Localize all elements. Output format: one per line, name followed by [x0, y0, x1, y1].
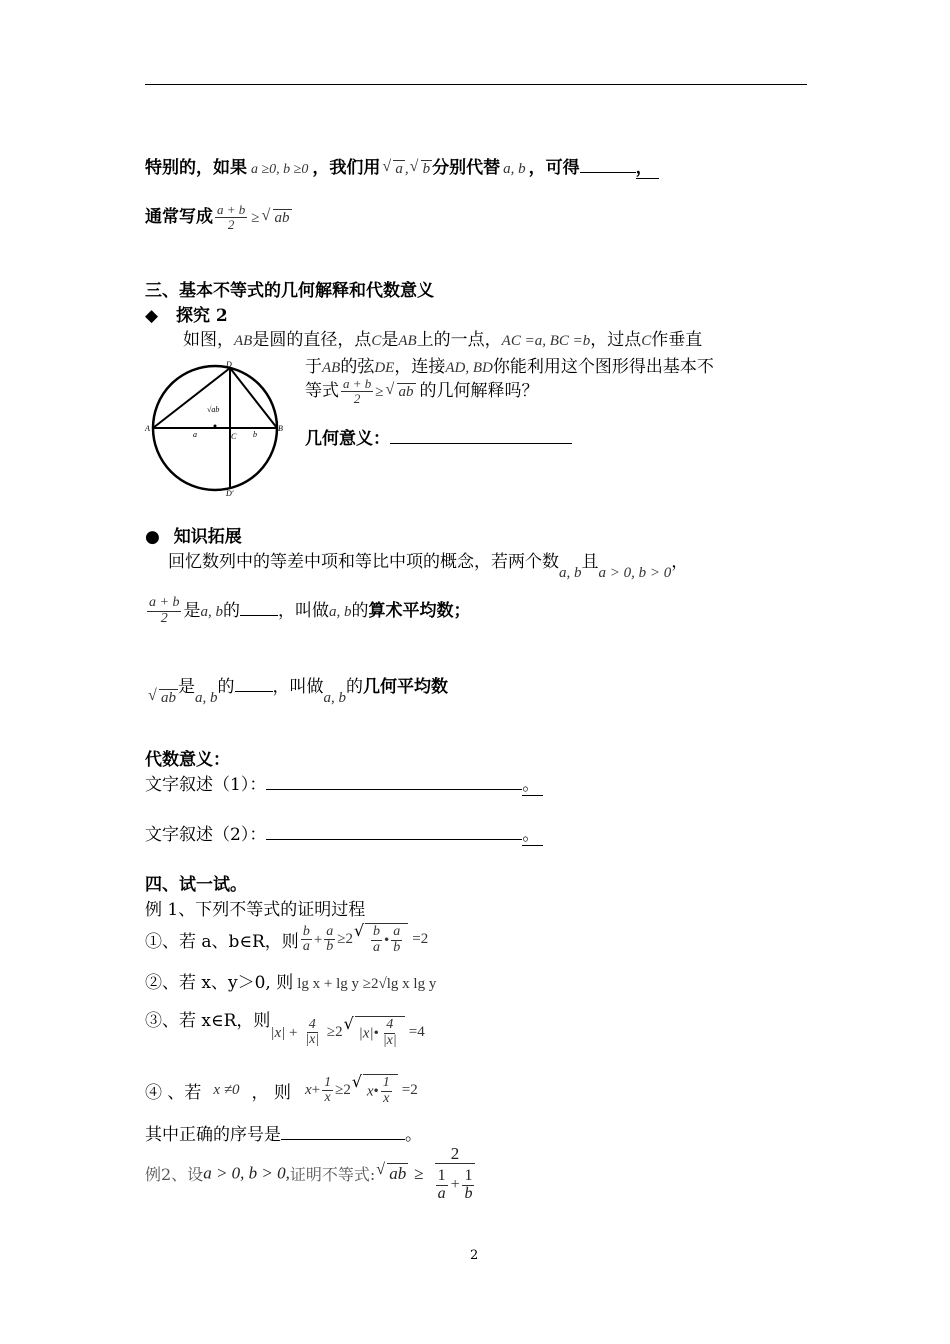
- header-rule: [145, 84, 807, 85]
- segment-AD: [153, 368, 230, 428]
- label-B: B: [278, 424, 283, 433]
- circle-bullet-icon: ●: [145, 527, 160, 547]
- algebra-item2: 文字叙述（2）： 。: [145, 820, 543, 845]
- center-dot: [214, 425, 217, 428]
- knowledge-line2: $\frac{a + b}{2}$ 是a, b的 ，叫做a, b的算术平均数；: [149, 595, 471, 626]
- knowledge-line3: √ ab是a, b的 ，叫做a, b的几何平均数: [158, 672, 448, 697]
- item4: ④ 、若 x ≠0 ， 则 x+ $\frac{1}{x}$ ≥2√ x• $\frac{1}{x}$ =2: [145, 1074, 418, 1107]
- label-D-prime: D′: [226, 489, 234, 498]
- intro-line1: 特别的，如果 a ≥0, b ≥0 ，我们用√ a ,√ b 分别代替 a, b ，可得 ，: [145, 153, 659, 178]
- circle-diagram: [140, 358, 300, 500]
- algebra-item1: 文字叙述（1）： 。: [145, 770, 543, 795]
- blank-arith[interactable]: [240, 615, 278, 616]
- section3-title: 三、基本不等式的几何解释和代数意义: [145, 281, 434, 301]
- page-number: 2: [470, 1248, 479, 1263]
- label-A: A: [145, 424, 150, 433]
- blank-algebra1[interactable]: [266, 789, 522, 790]
- example2: 例2、设a > 0, b > 0,证明不等式:√ ab ≥ 2 $\frac{1}{a}$ + $\frac{1}{b}$: [145, 1145, 480, 1202]
- item3: ③、若 x∈R，则|x| + $\frac{4}{|x|}$ ≥2√ |x|• $\frac{4}{|x|}$ =4: [145, 1006, 425, 1049]
- explore-heading: ◆ 探究 2: [145, 306, 228, 326]
- knowledge-heading: ● 知识拓展: [145, 527, 242, 547]
- label-C: C: [231, 432, 237, 441]
- explore-para-line1: 如图，AB是圆的直径，点C是AB上的一点，AC =a, BC =b，过点C作垂直: [183, 330, 703, 350]
- item1: ①、若 a、b∈R，则 $\frac{b}{a}$ + $\frac{a}{b}$ ≥2 √ $\frac{b}{a}$ • $\frac{a}{b}$ =2: [145, 923, 428, 956]
- label-D: D: [226, 360, 232, 369]
- blank-geo-meaning[interactable]: [390, 443, 572, 444]
- algebra-title: 代数意义：: [145, 750, 230, 770]
- label-a: a: [193, 430, 197, 439]
- intro-line2: 通常写成 $\frac{a + b}{2}$ ≥√ ab: [145, 202, 292, 232]
- item2: ②、若 x、y＞0, 则 lg x + lg y ≥2√lg x lg y: [145, 973, 437, 993]
- explore-para-line3: 等式 $\frac{a + b}{2}$ ≥√ ab 的几何解释吗？: [305, 376, 539, 406]
- label-sqrt-ab: √ab: [207, 405, 220, 414]
- blank-geo[interactable]: [235, 691, 273, 692]
- correct-line: 其中正确的序号是 。: [145, 1125, 422, 1145]
- section4-title: 四、试一试。: [145, 875, 247, 895]
- knowledge-line1: 回忆数列中的等差中项和等比中项的概念，若两个数a, b且a > 0, b > 0，: [168, 552, 689, 581]
- example1-title: 例 1、下列不等式的证明过程: [145, 900, 366, 920]
- blank-correct[interactable]: [281, 1139, 405, 1140]
- diamond-bullet-icon: ◆: [145, 306, 159, 326]
- geo-meaning: 几何意义：: [305, 424, 572, 449]
- label-b: b: [253, 430, 257, 439]
- blank-algebra2[interactable]: [266, 839, 522, 840]
- blank-result[interactable]: [580, 172, 636, 173]
- explore-para-line2: 于AB的弦DE，连接AD, BD你能利用这个图形得出基本不: [305, 357, 714, 377]
